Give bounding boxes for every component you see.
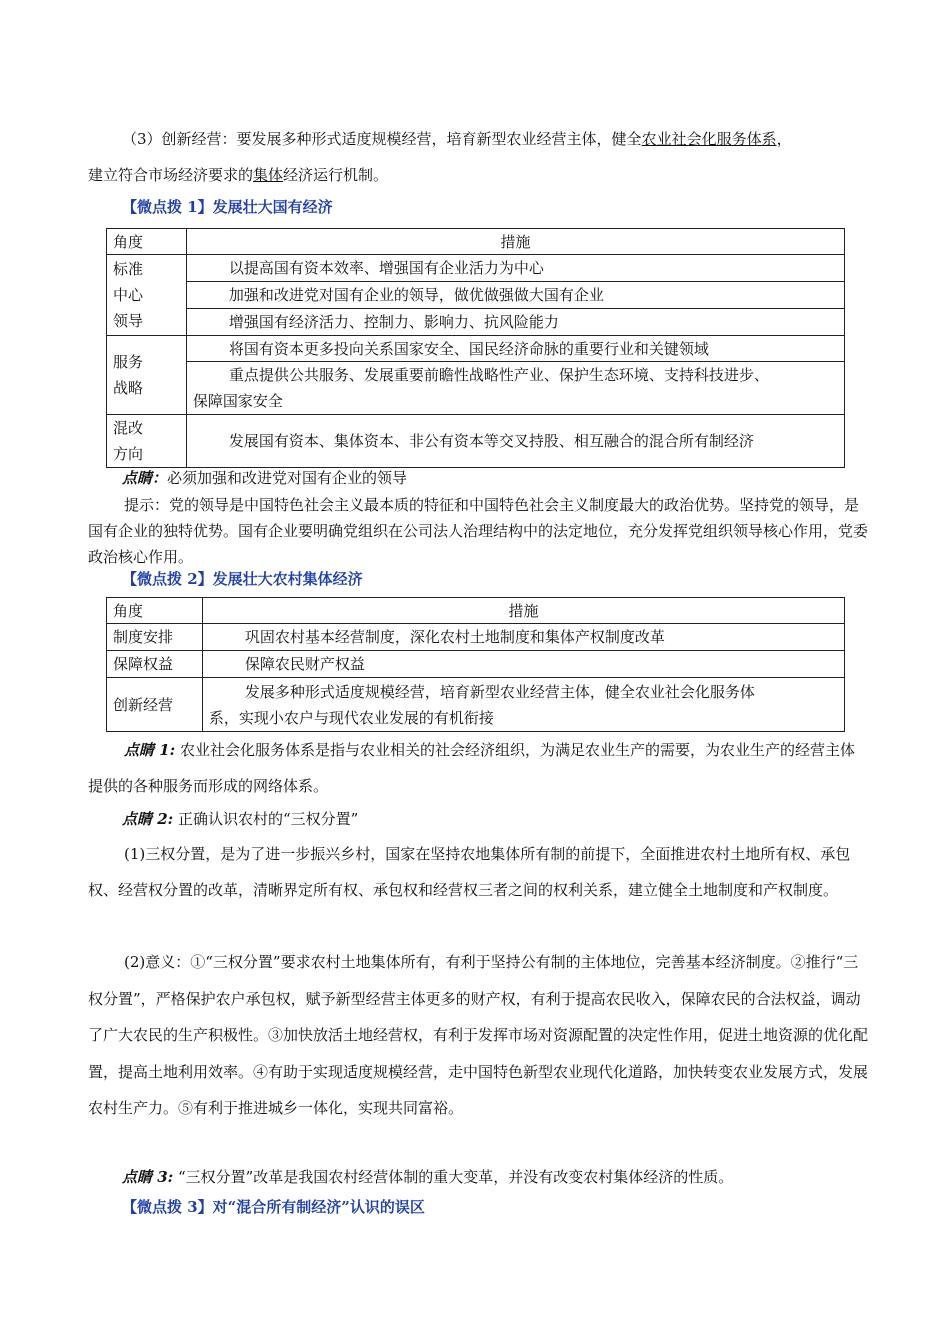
note-dianjing xyxy=(122,466,407,490)
angle-line: 战略 xyxy=(113,379,144,397)
angle-cell: 创新经营 xyxy=(107,678,203,732)
para1-line1 xyxy=(122,124,792,154)
angle-line: 混改 xyxy=(113,419,144,437)
note-dianjing-2 xyxy=(122,804,358,834)
measure-cell: 加强和改进党对国有企业的领导，做优做强做大国有企业 xyxy=(186,282,844,309)
measure-line: 系，实现小农户与现代农业发展的有机衔接 xyxy=(208,708,494,727)
header-measures: 措施 xyxy=(186,229,844,255)
heading-micro-tip-2: 【微点拨 2】发展壮大农村集体经济 xyxy=(122,570,363,588)
rural-collective-table xyxy=(106,597,845,732)
table-row xyxy=(107,255,845,282)
measure-line: 发展多种形式适度规模经营，培育新型农业经营主体，健全农业社会化服务体 xyxy=(244,682,755,701)
table-row xyxy=(107,282,845,309)
angle-cell xyxy=(107,255,187,336)
measure-line: 重点提供公共服务、发展重要前瞻性战略性产业、保护生态环境、支持科技进步、 xyxy=(228,366,769,384)
measure-cell: 以提高国有资本效率、增强国有企业活力为中心 xyxy=(186,255,844,282)
heading-micro-tip-1: 【微点拨 1】发展壮大国有经济 xyxy=(122,198,333,216)
measure-cell xyxy=(202,678,844,732)
three-rights-definition: (1)三权分置，是为了进一步振兴乡村，国家在坚持农地集体所有制的前提下，全面推进农村土地所有权、承包权、经营权分置的改革，清晰界定所有权、承包权和经营权三者之间的权利关系，建立健全土地制度和产权制度。 xyxy=(88,845,851,899)
note-text: 必须加强和改进党对国有企业的领导 xyxy=(167,469,408,487)
note-dianjing-1 xyxy=(88,732,868,804)
para1-underlined-term: 农业社会化服务体系 xyxy=(641,130,777,148)
state-economy-table xyxy=(106,228,845,468)
table-row xyxy=(107,624,845,651)
para1-comma: ， xyxy=(776,130,792,148)
angle-line: 服务 xyxy=(113,353,144,371)
measure-line: 保障国家安全 xyxy=(192,392,283,410)
angle-cell xyxy=(107,415,187,468)
header-angle: 角度 xyxy=(107,229,187,255)
note-text: “三权分置”改革是我国农村经营体制的重大变革，并没有改变农村集体经济的性质。 xyxy=(173,1168,734,1186)
angle-line: 领导 xyxy=(113,312,144,330)
header-angle: 角度 xyxy=(107,598,203,624)
note-text: 农业社会化服务体系是指与农业相关的社会经济组织，为满足农业生产的需要，为农业生产的经营主体提供的各种服务而形成的网络体系。 xyxy=(88,741,855,795)
table-header-row xyxy=(107,229,845,255)
table-header-row xyxy=(107,598,845,624)
para1-line2 xyxy=(88,160,388,190)
measure-cell: 保障农民财产权益 xyxy=(202,651,844,678)
table-row xyxy=(107,336,845,362)
para1-line2-prefix: 建立符合市场经济要求的 xyxy=(88,166,254,184)
measure-cell: 将国有资本更多投向关系国家安全、国民经济命脉的重要行业和关键领域 xyxy=(186,336,844,362)
para1-line2-suffix: 经济运行机制。 xyxy=(283,166,389,184)
note-label: 点睛 1: xyxy=(124,741,176,759)
table-row xyxy=(107,309,845,336)
note-text: 正确认识农村的“三权分置” xyxy=(173,810,359,828)
para1-underlined-collective: 集体 xyxy=(253,166,284,184)
angle-line: 中心 xyxy=(113,286,144,304)
table-row xyxy=(107,415,845,468)
header-measures: 措施 xyxy=(202,598,844,624)
angle-line: 标准 xyxy=(113,260,144,278)
para1-prefix: （3）创新经营：要发展多种形式适度规模经营，培育新型农业经营主体，健全 xyxy=(122,130,642,148)
table-row xyxy=(107,678,845,732)
three-rights-significance: (2)意义：①“三权分置”要求农村土地集体所有，有利于坚持公有制的主体地位，完善基本经济制度。②推行“三权分置”，严格保护农户承包权，赋予新型经营主体更多的财产权，有利于提高农民收入，保障农民的合法权益，调动了广大农民的生产积极性。③加快放活土地经营权，有利于发挥市场对资源配置的决定性作用，促进土地资源的优化配置，提高土地利用效率。④有助于实现适度规模经营，走中国特色新型农业现代化道路，加快转变农业发展方式，发展农村生产力。⑤有利于推进城乡一体化，实现共同富裕。 xyxy=(88,953,869,1117)
angle-cell: 制度安排 xyxy=(107,624,203,651)
angle-cell: 保障权益 xyxy=(107,651,203,678)
angle-cell xyxy=(107,336,187,415)
measure-cell: 发展国有资本、集体资本、非公有资本等交叉持股、相互融合的混合所有制经济 xyxy=(186,415,844,468)
measure-cell xyxy=(186,362,844,415)
table-row xyxy=(107,651,845,678)
note-dianjing-3 xyxy=(122,1162,733,1192)
table-row xyxy=(107,362,845,415)
note-label: 点睛： xyxy=(122,469,168,487)
measure-cell: 增强国有经济活力、控制力、影响力、抗风险能力 xyxy=(186,309,844,336)
note-label: 点睛 3: xyxy=(122,1168,174,1186)
hint-paragraph: 提示：党的领导是中国特色社会主义最本质的特征和中国特色社会主义制度最大的政治优势。坚持党的领导，是国有企业的独特优势。国有企业要明确党组织在公司法人治理结构中的法定地位，充分发挥党组织领导核心作用，党委政治核心作用。 xyxy=(88,496,869,566)
measure-cell: 巩固农村基本经营制度，深化农村土地制度和集体产权制度改革 xyxy=(202,624,844,651)
heading-micro-tip-3: 【微点拨 3】对“混合所有制经济”认识的误区 xyxy=(122,1198,425,1216)
angle-line: 方向 xyxy=(113,445,144,463)
note-label: 点睛 2: xyxy=(122,810,174,828)
